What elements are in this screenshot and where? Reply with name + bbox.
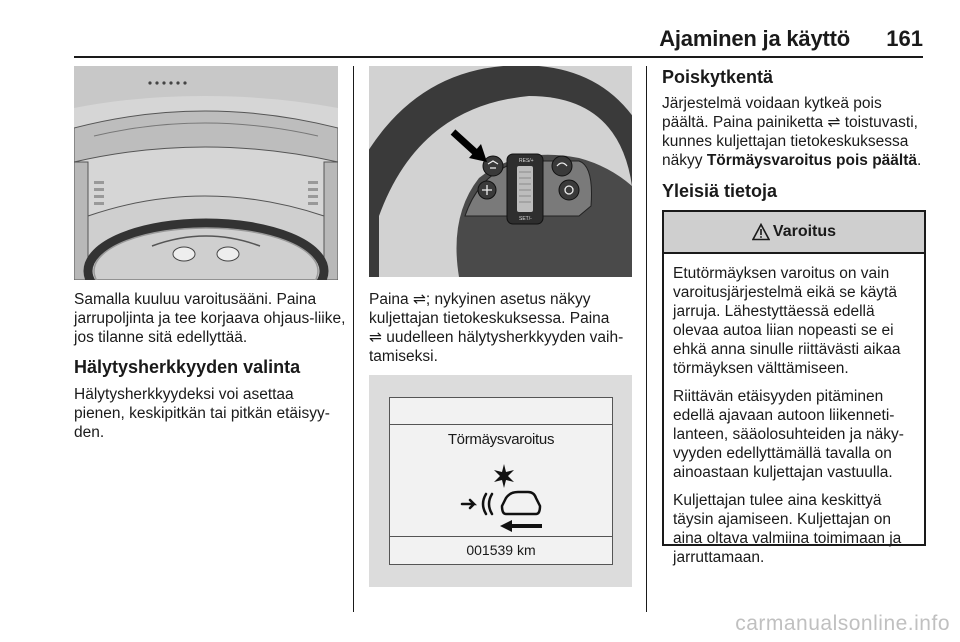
warning-header: [664, 212, 924, 254]
warning-label: Varoitus: [772, 223, 837, 240]
col3-line: päältä. Paina painiketta ⇌ toistuvasti,: [662, 114, 918, 131]
col2-line: tamiseksi.: [369, 348, 438, 365]
col2-line: Paina ⇌; nykyinen asetus näkyy: [369, 291, 591, 308]
warning-body: [664, 254, 924, 567]
watermark: carmanualsonline.info: [735, 612, 950, 635]
col3-line: Järjestelmä voidaan kytkeä pois: [662, 95, 882, 112]
steering-wheel-drawing: [369, 66, 632, 277]
driver-info-display-illustration: [369, 375, 632, 587]
warning-paragraph: Etutörmäyksen varoitus on vain varoitusjärjestelmä eikä se käytä jarruja. Lähestyttäessä edellä olevaa autoa liian nopeasti se ei ehkä anna sinulle riittävästi aikaa törmäyksen välttämiseen.: [673, 265, 901, 377]
res-button-label: RES/+: [519, 158, 534, 164]
sensitivity-heading: Hälytysherkkyyden valinta: [74, 357, 301, 377]
column-divider: [353, 66, 354, 612]
col3-line-suffix: .: [917, 152, 922, 169]
display-title: Törmäysvaroitus: [447, 431, 555, 448]
page-section-title: Ajaminen ja käyttö: [659, 26, 850, 51]
page-number: 161: [886, 26, 923, 51]
col2-line: kuljettajan tietokeskuksessa. Paina: [369, 310, 610, 327]
odometer-readout: 001539 km: [466, 542, 536, 558]
col3-line-prefix: näkyy: [662, 152, 707, 169]
col3-paragraph: [662, 94, 938, 170]
col2-paragraph: [369, 290, 645, 366]
collision-warning-icon: [456, 460, 552, 536]
col3-line: [662, 151, 938, 170]
col1-paragraph-2: Hälytysherkkyydeksi voi asettaa pienen, keskipitkän tai pitkän etäisyy-den.: [74, 386, 330, 441]
header-rule: [74, 56, 923, 58]
dashboard-interior-illustration: [74, 66, 338, 280]
dashboard-drawing: [74, 66, 338, 280]
set-button-label: SET/-: [519, 216, 532, 222]
warning-box: [662, 210, 926, 566]
warning-paragraph: Riittävän etäisyyden pitäminen edellä ajavaan autoon liikenneti-lanteen, sääolosuhteiden ja näky-vyyden edellyttämällä tavalla on ainoastaan kuljettajan vastuulla.: [673, 388, 904, 481]
col1-paragraph: Samalla kuuluu varoitusääni. Paina jarrupoljinta ja tee korjaava ohjaus-liike, jos tilanne sitä edellyttää.: [74, 291, 346, 346]
steering-wheel-controls-illustration: [369, 66, 632, 277]
warning-triangle-icon: [752, 223, 770, 241]
disabled-message: Törmäysvaroitus pois päältä: [706, 152, 917, 169]
column-divider: [646, 66, 647, 612]
display-screen: [389, 397, 613, 565]
col3-line: kunnes kuljettajan tietokeskuksessa: [662, 133, 909, 150]
col2-line: ⇌ uudelleen hälytysherkkyyden vaih-: [369, 329, 624, 346]
warning-paragraph: Kuljettajan tulee aina keskittyä täysin ajamiseen. Kuljettajan on aina oltava valmiina toimimaan ja jarruttamaan.: [673, 492, 902, 566]
general-info-heading: Yleisiä tietoja: [662, 181, 778, 201]
disable-heading: Poiskytkentä: [662, 67, 774, 87]
